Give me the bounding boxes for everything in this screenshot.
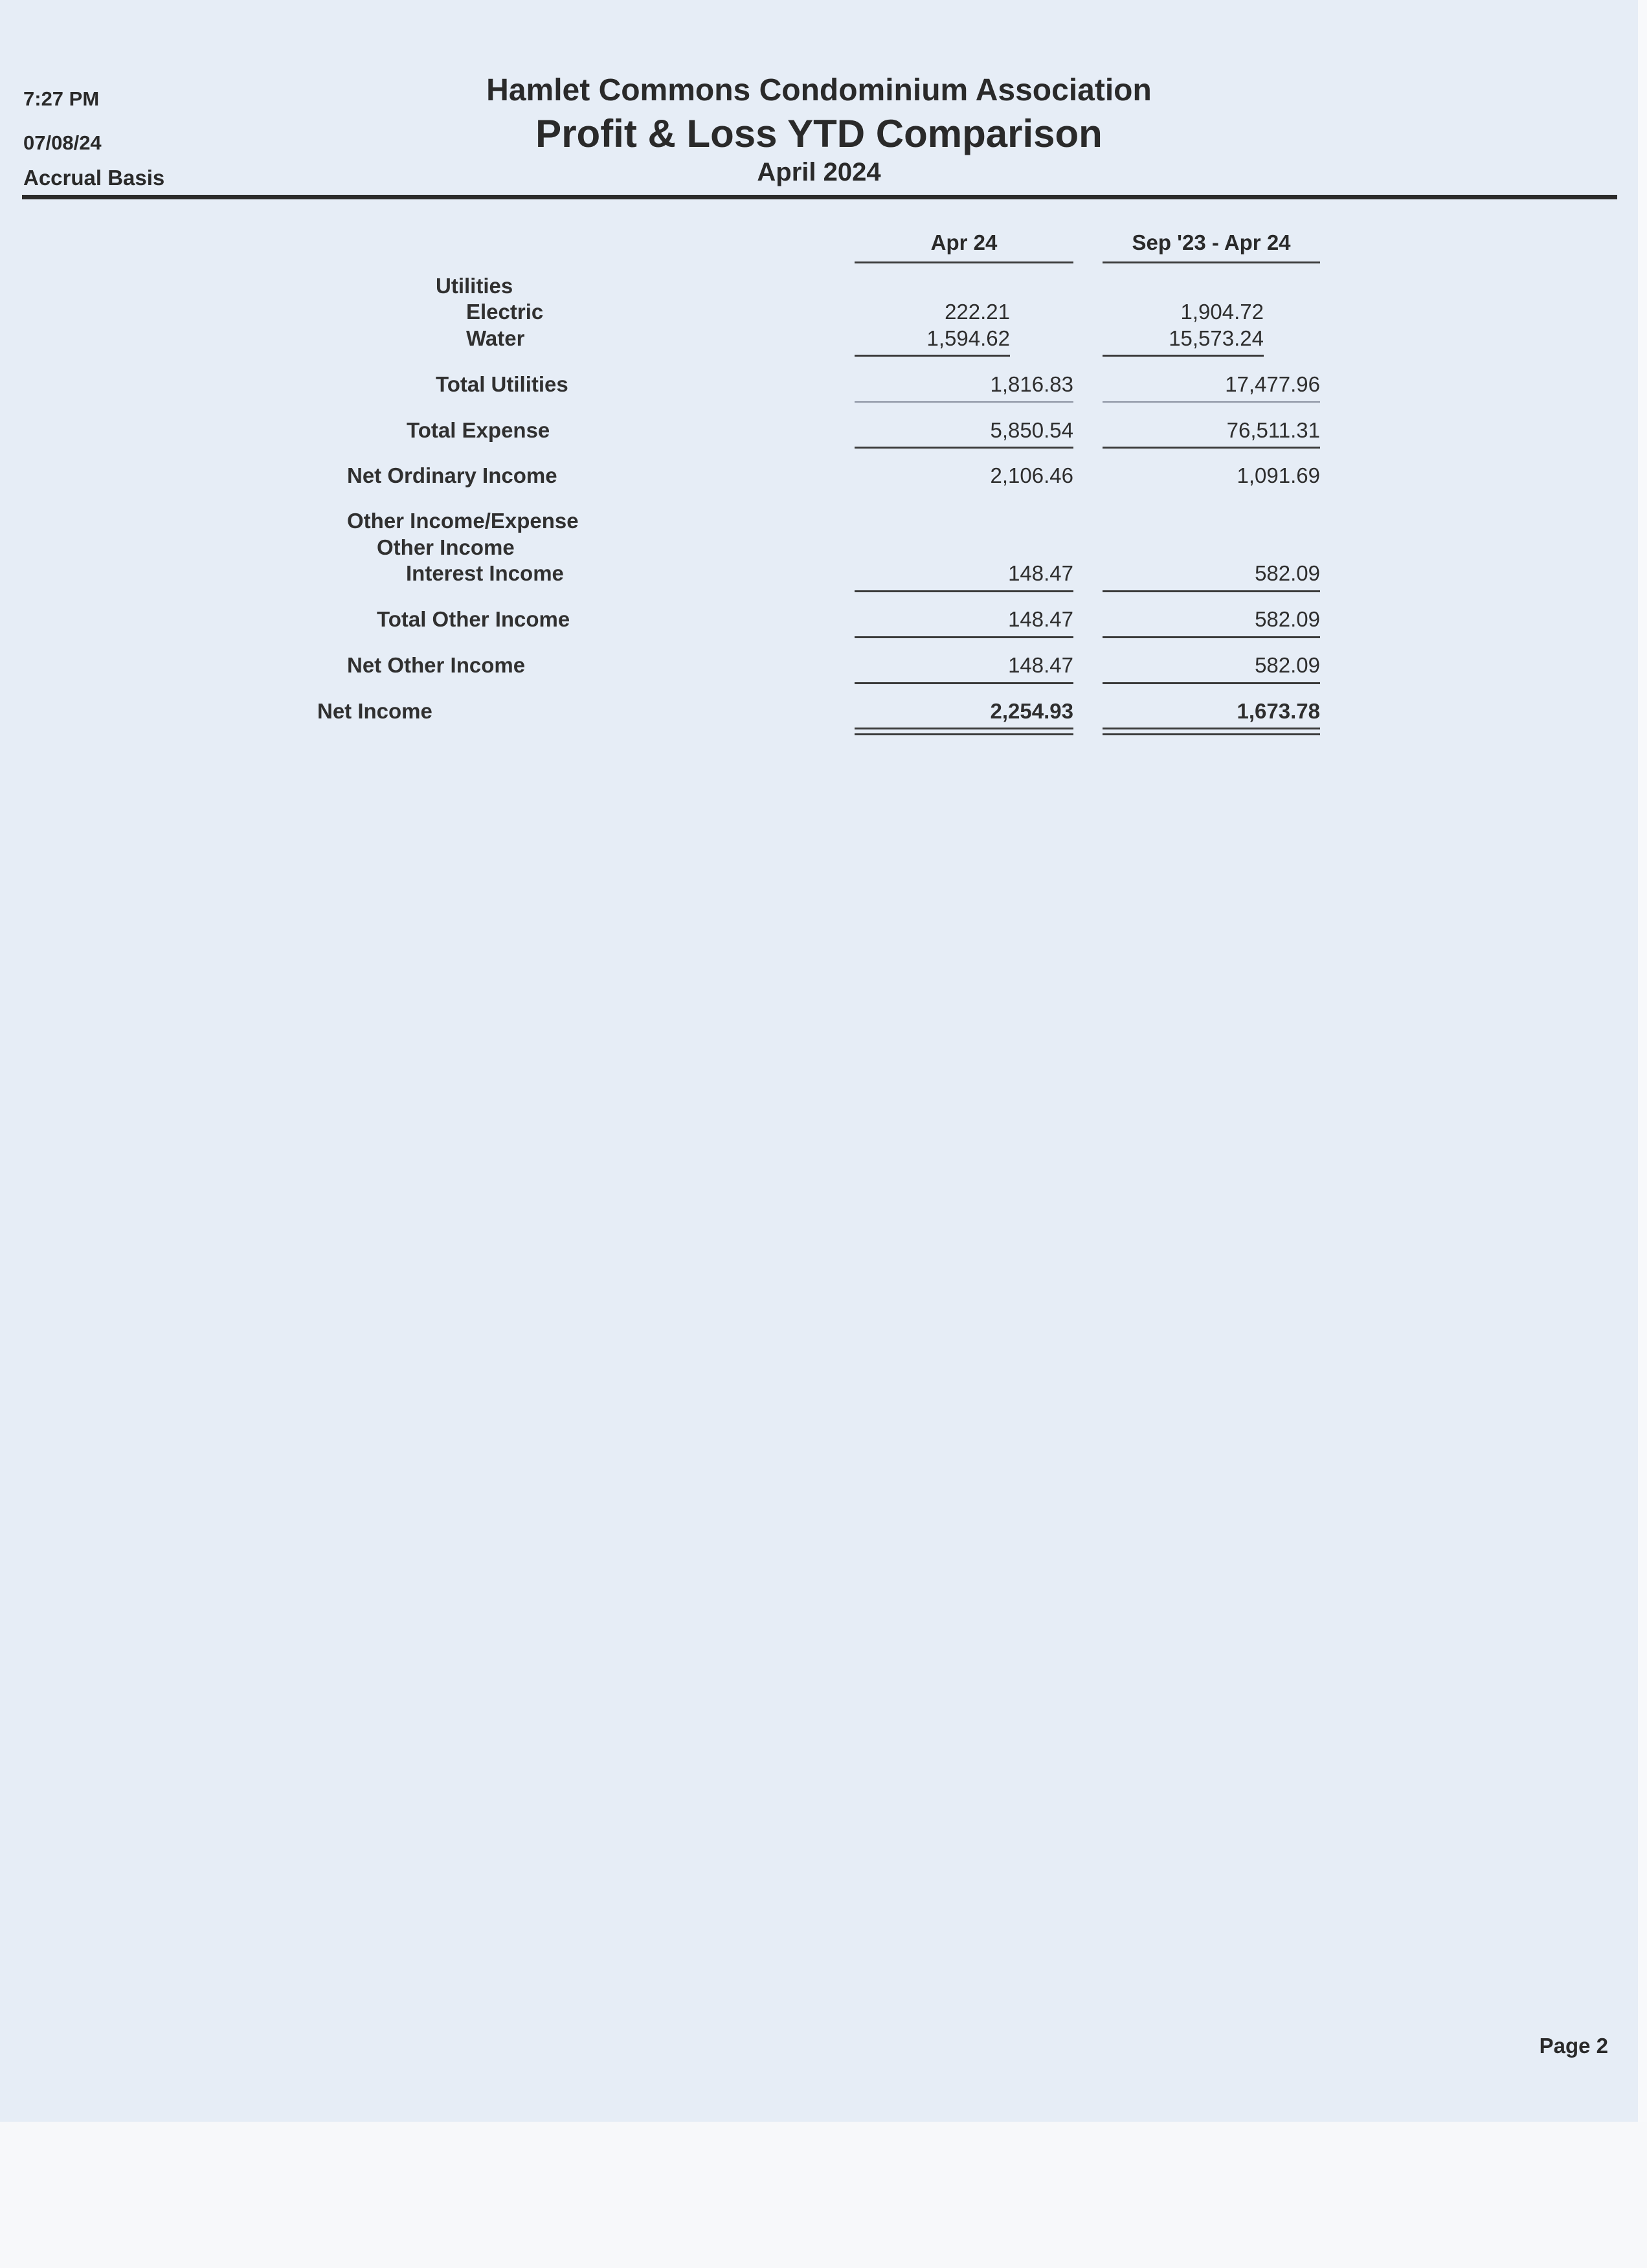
column-header-underline — [855, 261, 1073, 263]
value-total-other-income-ytd: 582.09 — [1255, 607, 1320, 631]
report-date: 07/08/24 — [23, 131, 102, 154]
value-interest-income-ytd: 582.09 — [1255, 561, 1320, 585]
value-net-ordinary-income-current: 2,106.46 — [990, 463, 1073, 487]
subtotal-underline — [855, 590, 1073, 592]
double-underline-bottom — [855, 733, 1073, 735]
total-underline — [855, 682, 1073, 684]
subtotal-underline — [1103, 590, 1320, 592]
column-header-ytd: Sep '23 - Apr 24 — [1132, 230, 1291, 254]
value-interest-income-current: 148.47 — [1008, 561, 1073, 585]
double-underline-bottom — [1103, 733, 1320, 735]
value-electric-ytd: 1,904.72 — [1180, 300, 1264, 324]
row-label-net-income: Net Income — [317, 699, 432, 723]
total-underline — [855, 636, 1073, 638]
total-underline — [1103, 682, 1320, 684]
column-header-current: Apr 24 — [930, 230, 998, 254]
value-total-expense-ytd: 76,511.31 — [1226, 418, 1320, 442]
value-total-other-income-current: 148.47 — [1008, 607, 1073, 631]
report-basis: Accrual Basis — [23, 166, 165, 190]
total-underline — [855, 447, 1073, 449]
row-label-net-other-income: Net Other Income — [347, 653, 526, 677]
value-total-expense-current: 5,850.54 — [990, 418, 1073, 442]
row-label-total-other-income: Total Other Income — [377, 607, 570, 631]
row-label-total-utilities: Total Utilities — [436, 372, 568, 396]
subtotal-underline — [855, 355, 1010, 357]
value-water-ytd: 15,573.24 — [1169, 326, 1264, 350]
row-label-net-ordinary-income: Net Ordinary Income — [347, 463, 557, 487]
row-label-electric: Electric — [466, 300, 544, 324]
report-time: 7:27 PM — [23, 87, 100, 110]
row-label-other-income: Other Income — [377, 535, 515, 559]
subtotal-underline — [1103, 401, 1320, 403]
scan-margin — [0, 2122, 1647, 2268]
subtotal-underline — [1103, 355, 1264, 357]
value-net-income-current: 2,254.93 — [990, 699, 1073, 723]
value-water-current: 1,594.62 — [926, 326, 1010, 350]
report-period: April 2024 — [757, 158, 881, 186]
value-net-ordinary-income-ytd: 1,091.69 — [1237, 463, 1320, 487]
column-header-underline — [1103, 261, 1320, 263]
total-underline — [1103, 447, 1320, 449]
value-net-other-income-ytd: 582.09 — [1255, 653, 1320, 677]
row-label-interest-income: Interest Income — [406, 561, 564, 585]
page-number: Page 2 — [1539, 2034, 1608, 2058]
row-label-other-income-expense: Other Income/Expense — [347, 509, 579, 533]
value-total-utilities-ytd: 17,477.96 — [1225, 372, 1320, 396]
report-title: Profit & Loss YTD Comparison — [535, 112, 1103, 155]
header-divider — [22, 195, 1617, 199]
company-name: Hamlet Commons Condominium Association — [486, 73, 1152, 107]
double-underline-top — [1103, 728, 1320, 729]
value-total-utilities-current: 1,816.83 — [990, 372, 1073, 396]
row-label-water: Water — [466, 326, 525, 350]
value-net-income-ytd: 1,673.78 — [1237, 699, 1320, 723]
subtotal-underline — [855, 401, 1073, 403]
row-label-total-expense: Total Expense — [407, 418, 550, 442]
value-electric-current: 222.21 — [945, 300, 1010, 324]
value-net-other-income-current: 148.47 — [1008, 653, 1073, 677]
row-label-utilities: Utilities — [436, 274, 513, 298]
double-underline-top — [855, 728, 1073, 729]
total-underline — [1103, 636, 1320, 638]
